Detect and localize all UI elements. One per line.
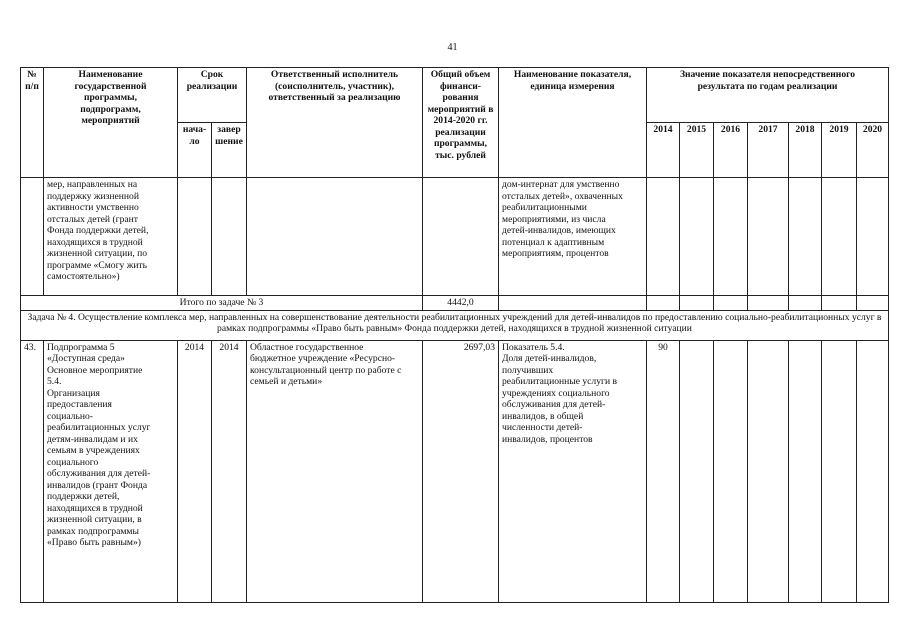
header-executor: Ответственный исполнитель (соисполнитель, участник), ответственный за реализацию [247, 68, 423, 178]
program-table [20, 67, 889, 603]
header-values-title: Значение показателя непосредственного результата по годам реализации [647, 68, 889, 123]
cell-value-2019 [822, 340, 857, 602]
cell-indicator [499, 296, 647, 311]
cell-value-2017 [748, 340, 789, 602]
cell-value-2016 [714, 340, 748, 602]
cell-end: 2014 [212, 340, 247, 602]
cell-value-2015 [680, 340, 714, 602]
cell-value [714, 178, 748, 296]
cell-value [680, 178, 714, 296]
header-year-2015: 2015 [680, 123, 714, 178]
header-year-2014: 2014 [647, 123, 680, 178]
header-term: Срок реализации [178, 68, 247, 123]
table-row-total [21, 296, 889, 311]
total-value: 4442,0 [423, 296, 499, 311]
cell-finance: 2697,03 [423, 340, 499, 602]
cell-value [680, 296, 714, 311]
cell-finance [423, 178, 499, 296]
cell-value-2018 [789, 340, 822, 602]
cell-name: Подпрограмма 5 «Доступная среда» Основное мероприятие 5.4. Организация предоставления социально- реабилитационных услуг детям-инвалидам и их семьям в учреждениях социального обслуживания для детей- инвалидов (грант Фонда поддержки детей, находящихся в трудной жизненной ситуации, в рамках подпрограммы «Право быть равным») [44, 340, 178, 602]
cell-value [822, 296, 857, 311]
table-row-43 [21, 340, 889, 602]
cell-value [789, 296, 822, 311]
cell-end [212, 178, 247, 296]
cell-indicator: дом-интернат для умственно отсталых детей», охваченных реабилитационными мероприятиями, из числа детей-инвалидов, имеющих потенциал к адаптивным мероприятиям, процентов [499, 178, 647, 296]
cell-value-2020 [857, 340, 889, 602]
task-heading: Задача № 4. Осуществление комплекса мер, направленных на совершенствование деятельности реабилитационных учреждений для детей-инвалидов по предоставлению социально-реабилитационных услуг в рамках подпрограммы «Право быть равным» Фонда поддержки детей, находящихся в трудной жизненной ситуации [21, 310, 889, 340]
page-number: 41 [447, 42, 458, 53]
cell-value [647, 178, 680, 296]
header-term-start: нача- ло [178, 123, 212, 178]
header-year-2016: 2016 [714, 123, 748, 178]
table-row-continuation [21, 178, 889, 296]
cell-name: мер, направленных на поддержку жизненной активности умственно отсталых детей (грант Фонда поддержки детей, находящихся в трудной жизненной ситуации, по программе «Смогу жить самостоятельно») [44, 178, 178, 296]
total-label: Итого по задаче № 3 [21, 296, 423, 311]
cell-start [178, 178, 212, 296]
header-name: Наименование государственной программы, подпрограмм, мероприятий [44, 68, 178, 178]
cell-value [748, 296, 789, 311]
cell-indicator: Показатель 5.4. Доля детей-инвалидов, получивших реабилитационные услуги в учреждениях социального обслуживания для детей- инвалидов, в общей численности детей- инвалидов, процентов [499, 340, 647, 602]
cell-value [857, 178, 889, 296]
cell-value [647, 296, 680, 311]
header-num: № п/п [21, 68, 44, 178]
table-row-task [21, 310, 889, 340]
header-row-1 [21, 68, 889, 123]
cell-executor: Областное государственное бюджетное учреждение «Ресурсно- консультационный центр по работе с семьей и детьми» [247, 340, 423, 602]
cell-executor [247, 178, 423, 296]
header-term-end: завер шение [212, 123, 247, 178]
cell-value [714, 296, 748, 311]
cell-value [822, 178, 857, 296]
cell-value [857, 296, 889, 311]
cell-value [789, 178, 822, 296]
header-year-2019: 2019 [822, 123, 857, 178]
header-year-2018: 2018 [789, 123, 822, 178]
cell-start: 2014 [178, 340, 212, 602]
header-year-2017: 2017 [748, 123, 789, 178]
header-indicator: Наименование показателя, единица измерения [499, 68, 647, 178]
cell-value-2014: 90 [647, 340, 680, 602]
cell-value [748, 178, 789, 296]
cell-num [21, 178, 44, 296]
header-finance: Общий объем финанси- рования мероприятий в 2014-2020 гг. реализации программы, тыс. рублей [423, 68, 499, 178]
header-year-2020: 2020 [857, 123, 889, 178]
cell-num: 43. [21, 340, 44, 602]
